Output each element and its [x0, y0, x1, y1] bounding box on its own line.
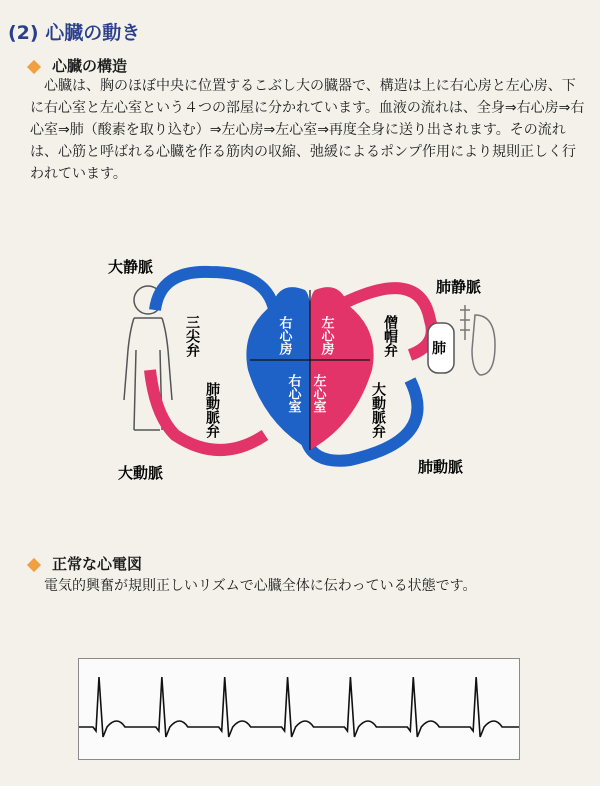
- label-right-atrium: 右心房: [276, 316, 292, 355]
- page-title: (2) 心臓の動き: [8, 22, 141, 44]
- label-right-ventricle: 右心室: [285, 374, 301, 413]
- heart-circulation-diagram: [100, 250, 520, 490]
- label-vena-cava: 大静脈: [108, 258, 154, 276]
- label-lung: 肺: [432, 341, 446, 357]
- diamond-bullet-icon: [27, 60, 41, 74]
- ecg-heading: 正常な心電図: [52, 555, 143, 573]
- diamond-bullet-icon: [27, 558, 41, 572]
- structure-paragraph: 心臓は、胸のほぼ中央に位置するこぶし大の臓器で、構造は上に右心房と左心房、下に右心室と左心室という４つの部屋に分かれています。血液の流れは、全身⇒右心房⇒右心室⇒肺（酸素を取り込む）⇒左心房⇒左心室⇒再度全身に送り出されます。その流れは、心筋と呼ばれる心臓を作る筋肉の収縮、弛緩によるポンプ作用により規則正しく行われています。: [30, 78, 585, 182]
- label-pulmonary-valve: 肺動脈弁: [204, 382, 220, 438]
- label-mitral: 僧帽弁: [382, 315, 398, 357]
- label-aorta: 大動脈: [118, 464, 164, 482]
- label-aortic-valve: 大動脈弁: [370, 382, 386, 438]
- structure-heading: 心臓の構造: [52, 57, 128, 75]
- heart-shape: [246, 287, 373, 450]
- label-left-ventricle: 左心室: [310, 374, 326, 413]
- ecg-strip: [78, 658, 520, 760]
- ecg-description: 電気的興奮が規則正しいリズムで心臓全体に伝わっている状態です。: [44, 578, 477, 594]
- label-left-atrium: 左心房: [318, 316, 334, 355]
- ecg-waveform: [79, 677, 519, 737]
- label-pulmonary-vein: 肺静脈: [436, 278, 482, 296]
- ecg-trace: [79, 659, 519, 759]
- lung-outline-icon: [460, 305, 495, 375]
- label-tricuspid: 三尖弁: [184, 315, 200, 357]
- vena-cava-loop: [155, 272, 275, 315]
- label-pulmonary-artery: 肺動脈: [418, 458, 464, 476]
